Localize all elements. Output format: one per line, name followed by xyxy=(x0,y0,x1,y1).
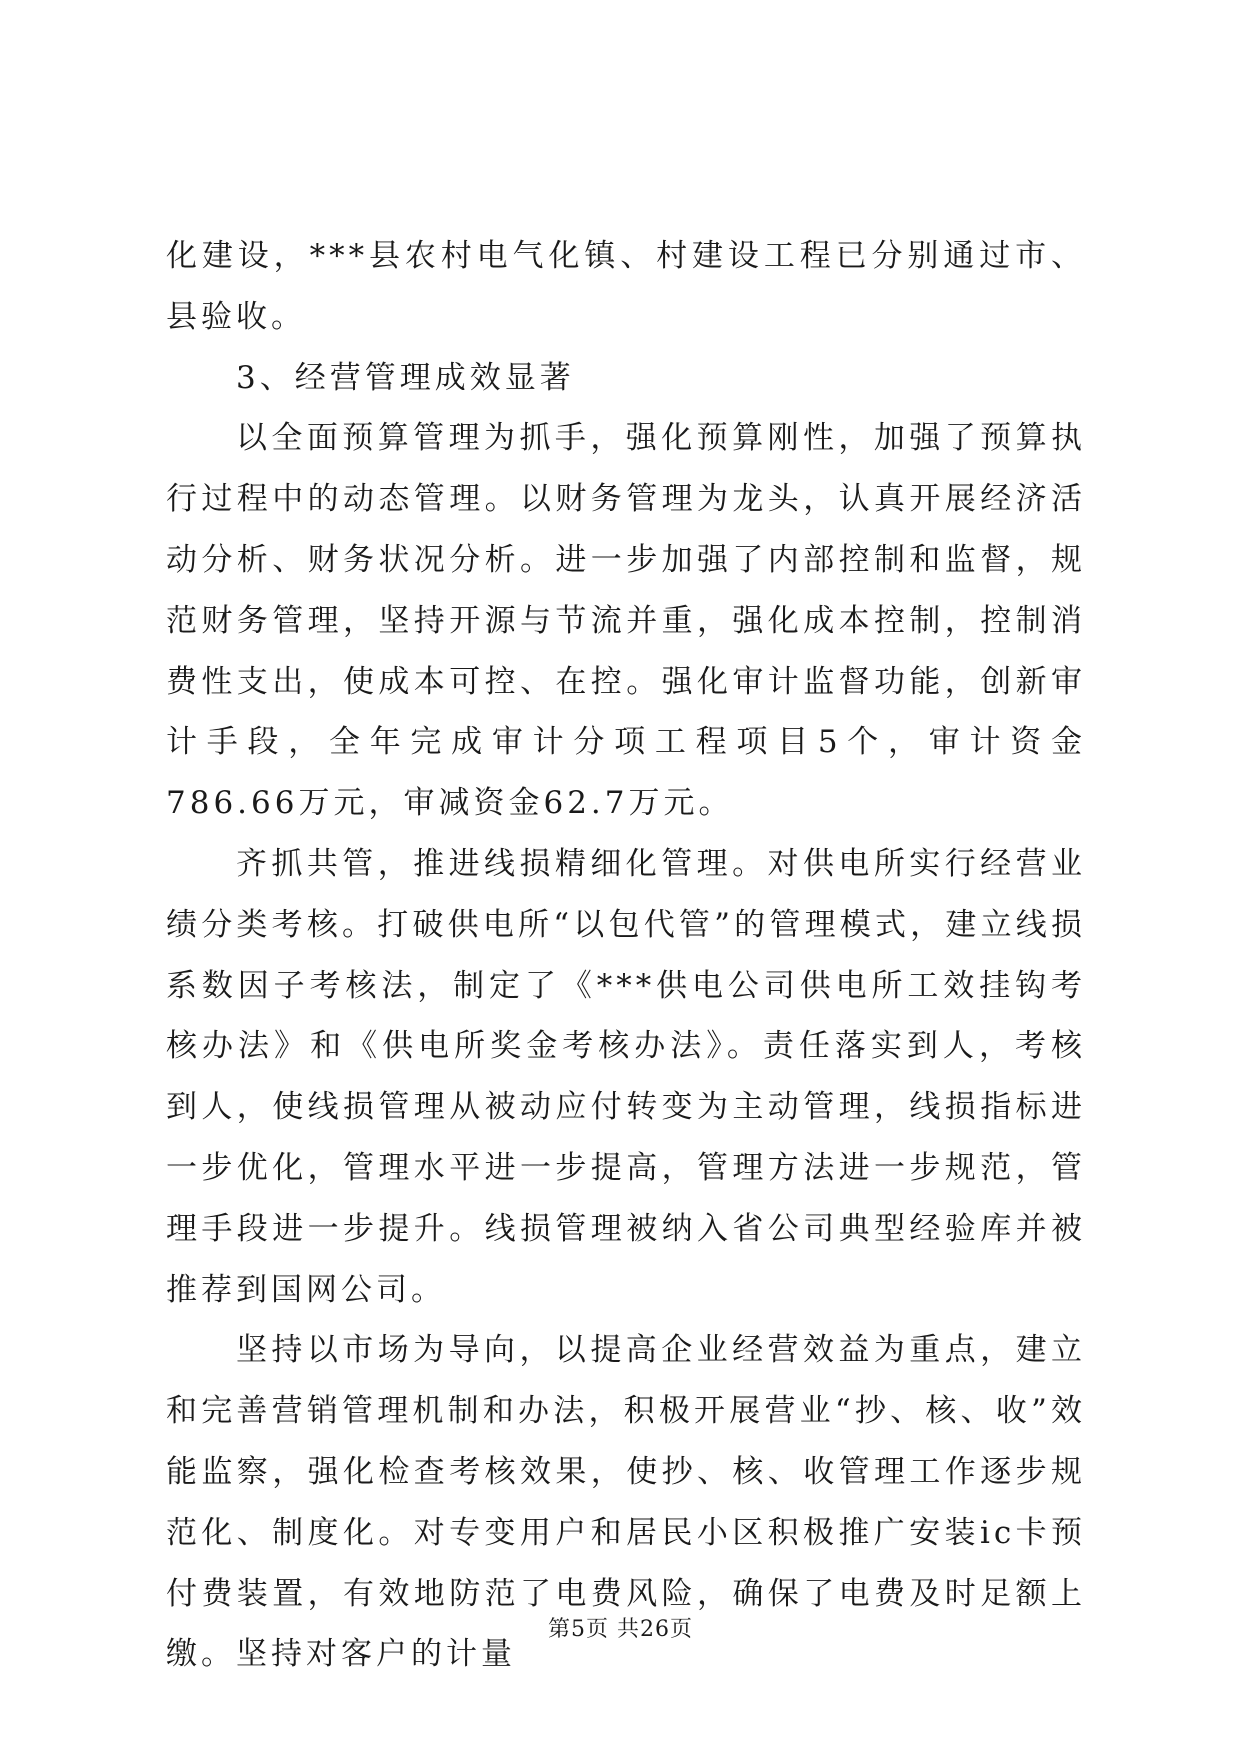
document-body xyxy=(166,226,1086,1685)
section-heading: 3、经营管理成效显著 xyxy=(236,359,575,396)
paragraph-line-loss-management: 齐抓共管，推进线损精细化管理。对供电所实行经营业绩分类考核。打破供电所“以包代管”的管理模式，建立线损系数因子考核法，制定了《***供电公司供电所工效挂钩考核办法》和《供电所奖金考核办法》。责任落实到人，考核到人，使线损管理从被动应付转变为主动管理，线损指标进一步优化，管理水平进一步提高，管理方法进一步规范，管理手段进一步提升。线损管理被纳入省公司典型经验库并被推荐到国网公司。 xyxy=(166,845,1086,1308)
page-number-footer: 第5页 共26页 xyxy=(548,1617,693,1642)
paragraph-continuation: 化建设，***县农村电气化镇、村建设工程已分别通过市、县验收。 xyxy=(166,238,1086,335)
paragraph-budget-management: 以全面预算管理为抓手，强化预算刚性，加强了预算执行过程中的动态管理。以财务管理为龙头，认真开展经济活动分析、财务状况分析。进一步加强了内部控制和监督，规范财务管理，坚持开源与节流并重，强化成本控制，控制消费性支出，使成本可控、在控。强化审计监督功能，创新审计手段，全年完成审计分项工程项目5个，审计资金786.66万元，审减资金62.7万元。 xyxy=(166,420,1086,822)
paragraph-market-oriented: 坚持以市场为导向，以提高企业经营效益为重点，建立和完善营销管理机制和办法，积极开展营业“抄、核、收”效能监察，强化检查考核效果，使抄、核、收管理工作逐步规范化、制度化。对专变用户和居民小区积极推广安装ic卡预付费装置，有效地防范了电费风险，确保了电费及时足额上缴。坚持对客户的计量 xyxy=(166,1332,1086,1673)
